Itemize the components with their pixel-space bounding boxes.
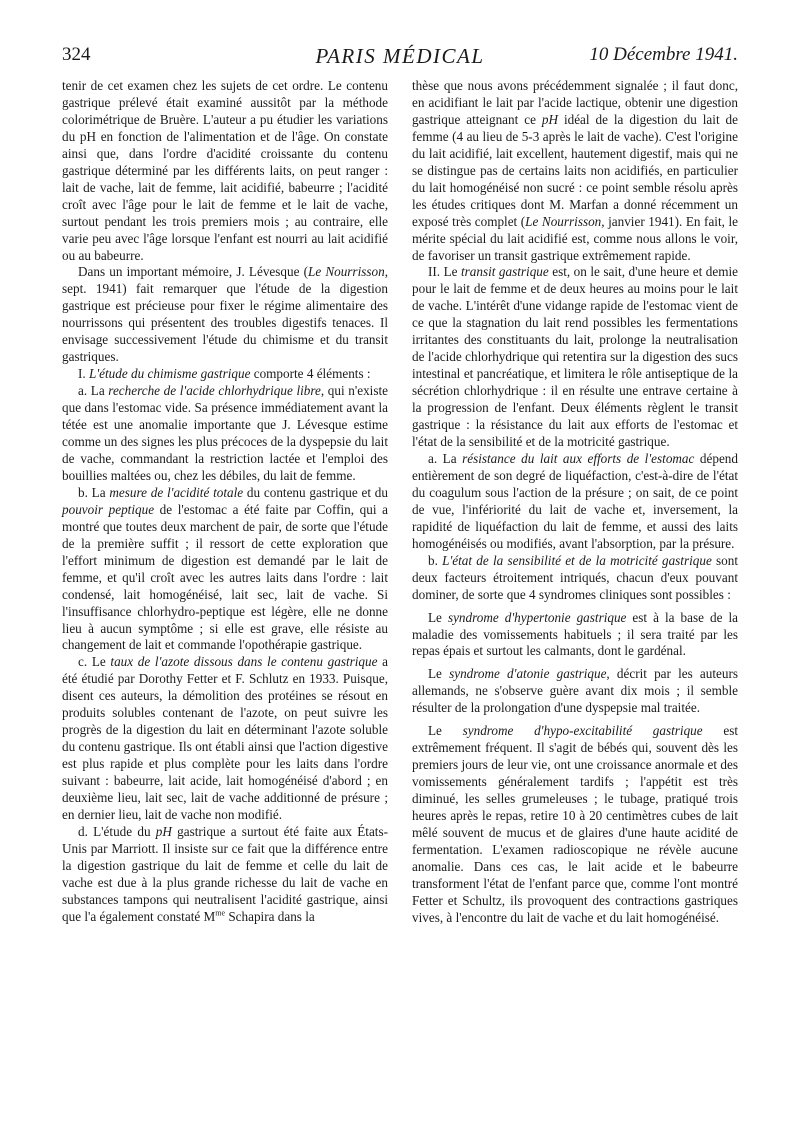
paragraph-item-b: b. L'état de la sensibilité et de la motricité gastrique sont deux facteurs étroitement intriqués, chacun d'eux pouvant dominer, de sorte que 4 syndromes cliniques sont possibles :: [412, 552, 739, 602]
paragraph-item-d: d. L'étude du pH gastrique a surtout été faite aux États-Unis par Marriott. Il insiste sur ce fait que la différence entre la digestion gastrique du lait de femme et celle du lait de vache est due à la plus grande richesse du lait de vache en substances tampons qui neutralisent l'acidité gastrique, ainsi que l'a également constaté $M^{me}$ Schapira dans la: [62, 823, 388, 924]
page-number: 324: [62, 44, 91, 65]
issue-date: 10 Décembre 1941.: [589, 44, 738, 65]
paragraph-syndrome-atonie: Le syndrome d'atonie gastrique, décrit par les auteurs allemands, ne s'observe guère avant dix mois ; il semble résulter de la prolongation d'une dyspepsie mal traitée.: [412, 666, 738, 716]
paragraph: Dans un important mémoire, J. Lévesque (Le Nourrisson, sept. 1941) fait remarquer que l'étude de la digestion gastrique est précieuse pour fixer le régime alimentaire des nourrissons qui présentent des troubles digestifs tenaces. Il envisage successivement l'étude du chimisme et du transit gastriques.: [62, 264, 388, 365]
section-heading-chimisme: I. L'étude du chimisme gastrique comporte 4 éléments :: [78, 366, 371, 382]
paragraph-item-a: a. La résistance du lait aux efforts de l'estomac dépend entièrement de son degré de liquéfaction, c'est-à-dire de l'état du coagulum sous l'action de la présure ; on sait, de ce point de vue, l'infériorité du lait de vache et, inversement, la rapidité de liquéfaction du lait de femme, et aussi des laits homogénéisés ou modifiés, avant l'absorption, par la présure.: [412, 450, 738, 551]
paragraph-syndrome-hypertonie: Le syndrome d'hypertonie gastrique est à la base de la maladie des vomissements habituels ; il sera traité par les repas épais et surtout les calmants, dont le gardénal.: [412, 609, 738, 659]
paragraph: thèse que nous avons précédemment signalée ; il faut donc, en acidifiant le lait par l'acide lactique, obtenir une digestion gastrique atteignant ce pH idéal de la digestion du lait de femme (4 au lieu de 5-3 après le lait de vache). C'est l'origine du lait acidifié, lait excellent, hautement digestif, mais qui ne se distingue pas de certains laits non acidifiés, en particulier du lait homogénéisé non sucré : ce point semble résolu après les études critiques dont M. Marfan a donné récemment un exposé très complet (Le Nourrisson, janvier 1941). En fait, le mérite spécial du lait acidifié est, comme nous allons le voir, de favoriser un transit gastrique extrêmement rapide.: [412, 78, 738, 263]
journal-title: Le Nourrisson: [525, 213, 602, 229]
page-header: [62, 44, 738, 72]
left-column: [62, 78, 388, 926]
section-heading-transit: II. Le transit gastrique est, on le sait, d'une heure et demie pour le lait de femme et de deux heures au moins pour le lait de vache. L'intérêt d'une vidange rapide de l'estomac vient de ce que la stagnation du lait rend possibles les fermentations irritantes des constituants du lait, prolonge la neutralisation de l'acide chlorhydrique qui retentira sur la digestion des sucs intestinal et pancréatique, et limitera le rôle antiseptique de la sécrétion chlorhydrique : il en résulte une entrave certaine à la progression de l'enfant. Deux éléments règlent le transit gastrique : la résistance du lait aux efforts de l'estomac et l'état de la sensibilité et de la motricité gastrique.: [412, 264, 739, 450]
running-title: PARIS MÉDICAL: [315, 44, 485, 68]
paragraph: tenir de cet examen chez les sujets de cet ordre. Le contenu gastrique prélevé était examiné aussitôt par la méthode colorimétrique de Bruère. L'auteur a pu étudier les variations du pH en fonction de l'alimentation et de l'âge. On constate ainsi que, dans l'ordre d'acidité croissante du contenu gastrique déterminé par les différents laits, on peut ranger : lait de vache, lait de femme, lait acidifié, babeurre ; l'acidité croît avec l'âge pour le lait de femme et le lait de vache, surtout pendant les trois premiers mois ; au contraire, elle varie peu avec l'âge lorsque l'enfant est nourri au lait acidifié ou au babeurre.: [62, 78, 388, 263]
journal-title: Le Nourrisson: [307, 264, 385, 280]
right-column: [412, 78, 738, 927]
paragraph-item-a: a. La recherche de l'acide chlorhydrique libre, qui n'existe que dans l'estomac vide. Sa présence immédiatement avant la tétée est une anomalie importante que J. Lévesque estime comme un des signes les plus précoces de la dyspepsie du lait de vache, commandant la restriction lactée et l'emploi des bouillies maltées ou, chez les débiles, du lait de femme.: [62, 383, 388, 483]
paragraph-item-c: c. Le taux de l'azote dissous dans le contenu gastrique a été étudié par Dorothy Fetter et F. Schlutz en 1933. Puisque, disent ces auteurs, la démolition des protéines se résout en produits solubles contenant de l'azote, on peut suivre les progrès de la digestion du lait en déterminant l'azote soluble du contenu gastrique. Ils ont établi ainsi que l'action digestive est plus rapide et plus complète pour les laits dans l'ordre suivant : babeurre, lait acide, lait homogénéisé d'abord ; en deuxième lieu, lait sec, lait de vache additionné de présure ; en dernier lieu, lait de vache non modifié.: [62, 654, 388, 822]
paragraph-syndrome-hypo-excitabilite: Le syndrome d'hypo-excitabilité gastrique est extrêmement fréquent. Il s'agit de bébés qui, souvent dès les premiers jours de leur vie, ont une croissance anormale et des vomissements généralement tardifs ; l'appétit est très diminué, les selles grumeleuses ; le tubage, pratiqué trois heures après le repas, retire 10 à 20 centimètres cubes de lait mêlé souvent de mucus et de glaires d'une haute acidité de fermentation. L'examen radioscopique ne révèle aucune anomalie. Dans ces cas, le lait acide et le babeurre transforment l'état de l'enfant parce que, comme l'ont montré Fetter et Schultz, ils provoquent des contractions gastriques vives, à l'encontre du lait de vache et du lait homogénéisé.: [412, 723, 738, 925]
paragraph-item-b: b. La mesure de l'acidité totale du contenu gastrique et du pouvoir peptique de l'estomac a été faite par Coffin, qui a montré que toutes deux marchent de pair, de sorte que l'étude de la première suffit ; il ressort de cette exploration que l'effort minimum de digestion est demandé par le lait de femme, et qu'il croît avec les autres laits dans l'ordre : lait condensé, lait homogénéisé, lait sec, lait de vache. Si l'insuffisance chlorhydro-peptique est légère, elle ne donne lieu à aucun symptôme ; si elle est grave, elle résiste au changement de lait et commande l'opothérapie gastrique.: [62, 484, 388, 653]
